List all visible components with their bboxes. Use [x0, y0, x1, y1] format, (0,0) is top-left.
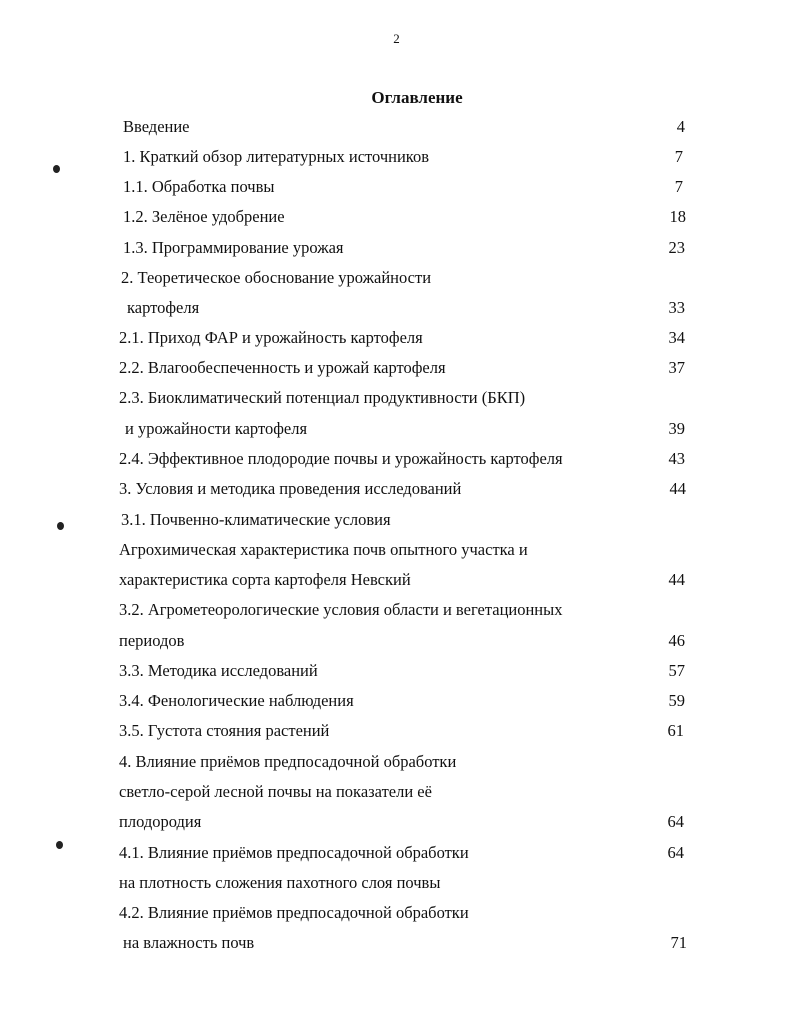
toc-entry-page: 71 — [670, 933, 687, 952]
toc-entry-page: 34 — [668, 328, 685, 347]
toc-entry-text: 4. Влияние приёмов предпосадочной обработки — [119, 752, 457, 771]
toc-entry-text: 1.2. Зелёное удобрение — [123, 207, 285, 226]
toc-entry-text: на влажность почв — [123, 933, 255, 952]
toc-entry-page: 43 — [668, 449, 685, 468]
toc-entry — [0, 690, 793, 712]
toc-entry — [0, 630, 793, 652]
toc-entry-text: и урожайности картофеля — [125, 419, 308, 438]
toc-entry — [0, 478, 793, 500]
toc-entry-text: 1.3. Программирование урожая — [123, 238, 344, 257]
toc-entry — [0, 206, 793, 228]
toc-title: Оглавление — [371, 88, 463, 107]
toc-entry — [0, 237, 793, 259]
toc-entry — [0, 418, 793, 440]
toc-entry — [0, 448, 793, 470]
toc-entry-page: 61 — [667, 721, 684, 740]
toc-entry — [0, 842, 793, 864]
toc-entry-page: 33 — [668, 298, 685, 317]
toc-entry-text: характеристика сорта картофеля Невский — [119, 570, 411, 589]
toc-entry — [0, 176, 793, 198]
toc-entry-page: 37 — [668, 358, 685, 377]
toc-entry-page: 39 — [668, 419, 685, 438]
toc-entry-text: светло-серой лесной почвы на показатели её — [119, 782, 432, 801]
toc-entry-page: 59 — [668, 691, 685, 710]
toc-entry — [0, 297, 793, 319]
toc-entry — [0, 872, 793, 894]
toc-entry-text: периодов — [119, 631, 185, 650]
toc-entry-page: 64 — [667, 812, 684, 831]
toc-entry-text: 2.2. Влагообеспеченность и урожай картофеля — [119, 358, 446, 377]
toc-entry-text: 3.5. Густота стояния растений — [119, 721, 330, 740]
toc-entry-page: 7 — [674, 177, 683, 196]
toc-entry-page: 7 — [674, 147, 683, 166]
toc-entry — [0, 932, 793, 954]
toc-entry-text: 3.2. Агрометеорологические условия области и вегетационных — [119, 600, 563, 619]
toc-entry-text: 2.3. Биоклиматический потенциал продуктивности (БКП) — [119, 388, 526, 407]
toc-entry-text: 3. Условия и методика проведения исследований — [119, 479, 462, 498]
toc-entry — [0, 751, 793, 773]
page-number: 2 — [393, 31, 400, 46]
toc-entry-text: 3.3. Методика исследований — [119, 661, 318, 680]
toc-entry-page: 44 — [669, 479, 686, 498]
toc-entry-page: 18 — [669, 207, 686, 226]
toc-entry — [0, 267, 793, 289]
toc-entry — [0, 116, 793, 138]
toc-entry-page: 23 — [668, 238, 685, 257]
toc-entry — [0, 539, 793, 561]
margin-dot — [56, 841, 63, 849]
toc-entry — [0, 781, 793, 803]
toc-entry — [0, 599, 793, 621]
toc-entry-text: 1. Краткий обзор литературных источников — [123, 147, 430, 166]
toc-entry-text: на плотность сложения пахотного слоя почвы — [119, 873, 441, 892]
toc-entry — [0, 509, 793, 531]
toc-entry-page: 64 — [667, 843, 684, 862]
toc-entry — [0, 387, 793, 409]
toc-entry-page: 57 — [668, 661, 685, 680]
toc-entry-text: Введение — [123, 117, 190, 136]
toc-entry-text: 4.1. Влияние приёмов предпосадочной обработки — [119, 843, 469, 862]
toc-entry-text: 4.2. Влияние приёмов предпосадочной обработки — [119, 903, 469, 922]
toc-entry — [0, 146, 793, 168]
toc-entry-text: Агрохимическая характеристика почв опытного участка и — [119, 540, 528, 559]
toc-entry-text: 2.4. Эффективное плодородие почвы и урожайность картофеля — [119, 449, 563, 468]
toc-entry — [0, 660, 793, 682]
toc-entry — [0, 327, 793, 349]
toc-entry — [0, 357, 793, 379]
toc-entry-text: 2. Теоретическое обоснование урожайности — [121, 268, 432, 287]
toc-entry — [0, 569, 793, 591]
toc-entry — [0, 902, 793, 924]
toc-entry-page: 44 — [668, 570, 685, 589]
margin-dot — [57, 522, 64, 530]
toc-entry-text: картофеля — [127, 298, 200, 317]
toc-entry-page: 4 — [676, 117, 685, 136]
toc-entry-text: 3.1. Почвенно-климатические условия — [121, 510, 391, 529]
toc-entry-text: 2.1. Приход ФАР и урожайность картофеля — [119, 328, 423, 347]
toc-entry — [0, 720, 793, 742]
toc-entry-text: плодородия — [119, 812, 202, 831]
toc-entry-page: 46 — [668, 631, 685, 650]
margin-dot — [53, 165, 60, 173]
toc-entry — [0, 811, 793, 833]
toc-entry-text: 1.1. Обработка почвы — [123, 177, 275, 196]
toc-entry-text: 3.4. Фенологические наблюдения — [119, 691, 354, 710]
